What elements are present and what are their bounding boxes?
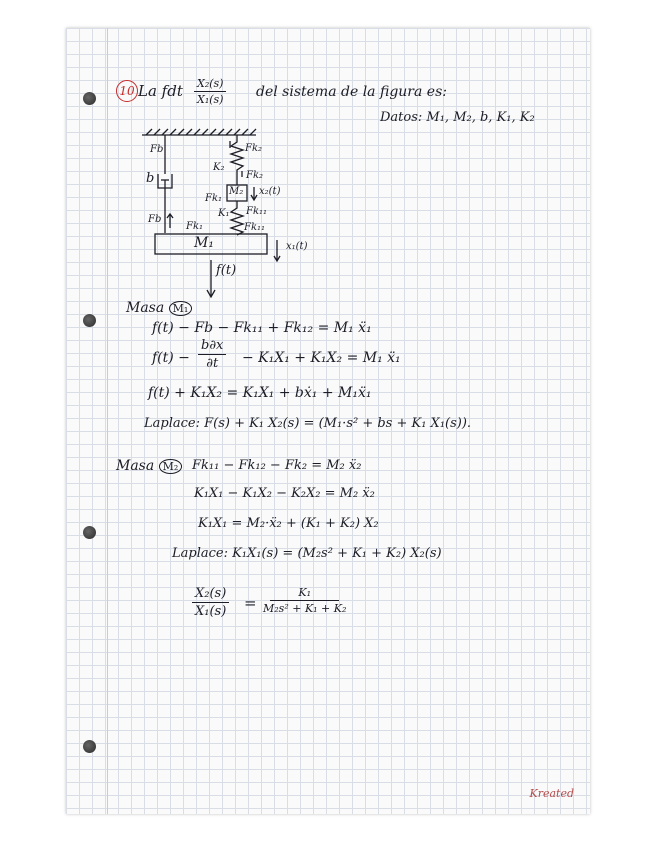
masa1-heading: [126, 300, 192, 316]
result-left-denominator: X₁(s): [195, 604, 227, 619]
label-fb-top: Fb: [150, 144, 164, 155]
spring-k1: [231, 201, 243, 235]
masa2-equation-2: K₁X₁ − K₁X₂ − K₂X₂ = M₂ ẍ₂: [194, 486, 375, 501]
ceiling-hatching: [146, 129, 256, 135]
spring-k2: [231, 135, 243, 185]
given-data: Datos: M₁, M₂, b, K₁, K₂: [380, 110, 535, 125]
label-fk1-left: Fk₁: [205, 193, 223, 204]
result-right-denominator: M₂s² + K₁ + K₂: [263, 602, 347, 615]
tf-numerator: X₂(s): [194, 77, 226, 92]
binder-hole: [83, 526, 96, 539]
masa1-equation-2b: − K₁X₁ + K₁X₂ = M₁ ẍ₁: [242, 350, 401, 366]
masa1-label: Masa: [126, 300, 165, 316]
masa2-laplace: Laplace: K₁X₁(s) = (M₂s² + K₁ + K₂) X₂(s): [172, 546, 442, 561]
label-fk1-bottom-left: Fk₁: [186, 221, 204, 232]
masa2-mark: M₂: [159, 459, 183, 474]
mechanical-system-diagram: [66, 28, 590, 328]
tf-denominator: X₁(s): [197, 93, 224, 106]
problem-number: 10: [116, 80, 138, 102]
masa1-laplace: Laplace: F(s) + K₁ X₂(s) = (M₁·s² + bs + K₁ X₁(s)).: [144, 416, 472, 431]
label-fb-bottom: Fb: [148, 214, 162, 225]
binder-hole: [83, 740, 96, 753]
result-right-numerator: K₁: [270, 586, 339, 601]
label-force: f(t): [216, 263, 237, 278]
masa1-mark: M₁: [169, 301, 193, 316]
masa2-equation-3: K₁X₁ = M₂·ẍ₂ + (K₁ + K₂) X₂: [198, 516, 379, 531]
masa1-equation-3: f(t) + K₁X₂ = K₁X₁ + bẋ₁ + M₁ẍ₁: [148, 385, 372, 401]
brand-logo: Kreated: [529, 787, 574, 800]
masa1-equation-2a: f(t) −: [152, 350, 190, 366]
problem-intro: La fdt: [138, 82, 183, 100]
label-k2: K₂: [213, 162, 225, 173]
label-m2: M₂: [229, 186, 244, 197]
problem-statement: del sistema de la figura es:: [256, 84, 447, 100]
result-right-fraction: [260, 586, 349, 615]
label-fk2-mid: Fk₂: [246, 170, 264, 181]
notebook-page: [66, 28, 590, 814]
label-fk11-top: Fk₁₁: [246, 206, 268, 217]
result-equals: =: [244, 594, 257, 612]
label-x1: x₁(t): [286, 241, 308, 252]
derivative-denominator: ∂t: [206, 356, 219, 371]
result-left-fraction: [192, 586, 229, 619]
label-damper-b: b: [146, 171, 155, 186]
masa2-heading: [116, 458, 182, 474]
label-fk11-bottom-right: Fk₁₁: [244, 222, 266, 233]
label-k1: K₁: [218, 208, 230, 219]
derivative-numerator: b∂x: [198, 338, 226, 355]
masa2-equation-1: Fk₁₁ − Fk₁₂ − Fk₂ = M₂ ẍ₂: [192, 458, 362, 473]
masa2-label: Masa: [116, 458, 155, 474]
masa1-derivative-fraction: [198, 338, 226, 371]
label-m1: M₁: [194, 235, 214, 251]
result-left-numerator: X₂(s): [192, 586, 229, 603]
label-x2: x₂(t): [259, 186, 281, 197]
masa1-equation-1: f(t) − Fb − Fk₁₁ + Fk₁₂ = M₁ ẍ₁: [152, 320, 372, 336]
label-fk2-top: Fk₂: [245, 143, 263, 154]
